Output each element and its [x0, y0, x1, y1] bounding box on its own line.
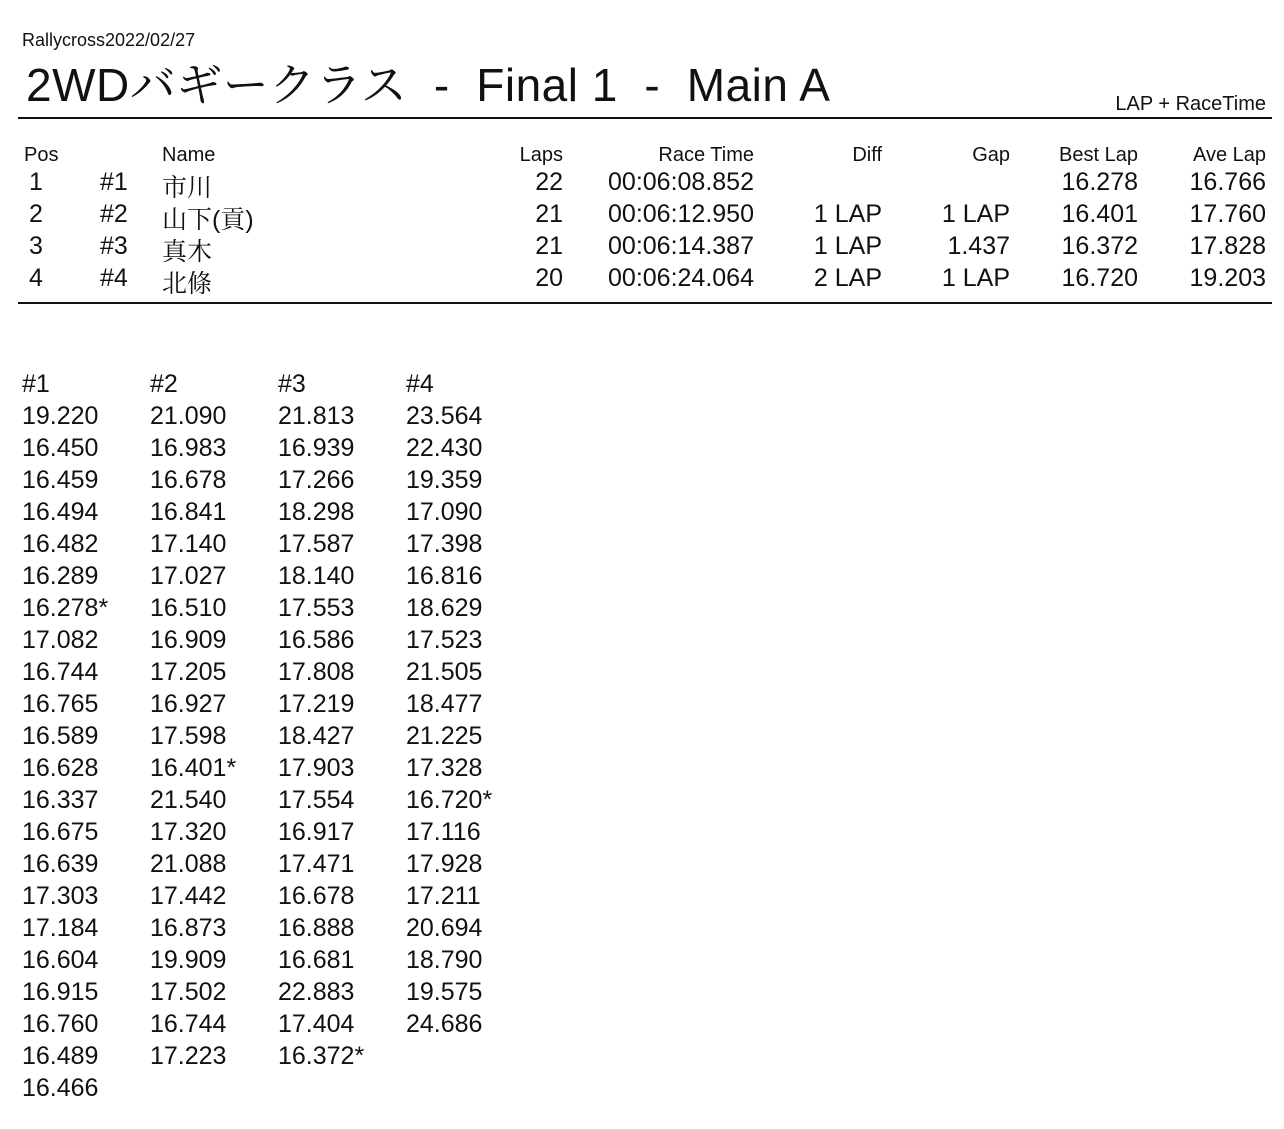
lap-time: 16.675 [22, 818, 99, 846]
result-gap: 1 LAP [941, 200, 1010, 228]
lap-column-car-number: #2 [150, 370, 178, 398]
lap-time: 20.694 [406, 914, 483, 942]
lap-column-car-number: #3 [278, 370, 306, 398]
lap-time: 17.398 [406, 530, 483, 558]
result-best-lap: 16.720 [1061, 264, 1138, 292]
results-table [0, 144, 1284, 296]
lap-time: 17.928 [406, 850, 483, 878]
lap-time: 17.090 [406, 498, 483, 526]
result-driver-name: 市川 [162, 174, 213, 202]
lap-time: 16.765 [22, 690, 99, 718]
lap-time: 19.575 [406, 978, 483, 1006]
lap-time: 21.088 [150, 850, 227, 878]
lap-time: 17.184 [22, 914, 99, 942]
column-header-best-lap: Best Lap [1059, 144, 1138, 166]
result-laps: 20 [535, 264, 563, 292]
lap-time: 17.082 [22, 626, 99, 654]
result-laps: 21 [535, 200, 563, 228]
lap-time: 16.337 [22, 786, 99, 814]
result-ave-lap: 19.203 [1189, 264, 1266, 292]
result-row [0, 200, 1284, 232]
result-pos: 1 [29, 168, 43, 196]
lap-time: 16.915 [22, 978, 99, 1006]
lap-time: 16.744 [22, 658, 99, 686]
result-laps: 22 [535, 168, 563, 196]
column-header-ave-lap: Ave Lap [1192, 144, 1266, 166]
lap-time: 16.983 [150, 434, 227, 462]
lap-time: 17.502 [150, 978, 227, 1006]
lap-time: 16.816 [406, 562, 483, 590]
event-date-line: Rallycross2022/02/27 [22, 30, 196, 50]
result-driver-name: 北條 [162, 270, 213, 298]
result-driver-name: 山下(貢) [162, 206, 254, 234]
lap-time: 17.553 [278, 594, 355, 622]
lap-time: 17.404 [278, 1010, 355, 1038]
lap-time: 21.813 [278, 402, 355, 430]
lap-time: 16.459 [22, 466, 99, 494]
lap-time: 17.219 [278, 690, 355, 718]
lap-time: 19.359 [406, 466, 483, 494]
lap-time: 16.678 [150, 466, 227, 494]
result-car-number: #1 [100, 168, 128, 196]
lap-time: 16.482 [22, 530, 99, 558]
result-pos: 3 [29, 232, 43, 260]
lap-time: 16.917 [278, 818, 355, 846]
result-best-lap: 16.278 [1061, 168, 1138, 196]
lap-time: 21.540 [150, 786, 227, 814]
lap-time: 16.888 [278, 914, 355, 942]
lap-time: 16.744 [150, 1010, 227, 1038]
lap-time: 17.223 [150, 1042, 227, 1070]
lap-time: 17.266 [278, 466, 355, 494]
lap-time: 21.505 [406, 658, 483, 686]
results-header-row [0, 144, 1284, 168]
lap-time: 18.477 [406, 690, 483, 718]
result-best-lap: 16.372 [1061, 232, 1138, 260]
lap-time: 16.589 [22, 722, 99, 750]
lap-time: 21.090 [150, 402, 227, 430]
result-laps: 21 [535, 232, 563, 260]
page-title: 2WDバギークラス - Final 1 - Main A [26, 59, 831, 111]
lap-time: 17.328 [406, 754, 483, 782]
result-best-lap: 16.401 [1061, 200, 1138, 228]
lap-time: 16.678 [278, 882, 355, 910]
result-car-number: #2 [100, 200, 128, 228]
lap-time: 17.554 [278, 786, 355, 814]
lap-time: 16.604 [22, 946, 99, 974]
lap-time: 24.686 [406, 1010, 483, 1038]
lap-times-column [22, 368, 150, 1104]
lap-time: 17.116 [406, 818, 481, 846]
result-diff: 2 LAP [813, 264, 882, 292]
lap-time: 17.598 [150, 722, 227, 750]
lap-time: 17.587 [278, 530, 355, 558]
result-car-number: #3 [100, 232, 128, 260]
lap-time: 19.909 [150, 946, 227, 974]
lap-time: 17.808 [278, 658, 355, 686]
result-row [0, 168, 1284, 200]
lap-time: 17.320 [150, 818, 227, 846]
lap-time: 16.927 [150, 690, 227, 718]
result-ave-lap: 17.828 [1189, 232, 1266, 260]
lap-time: 17.442 [150, 882, 227, 910]
lap-time: 17.903 [278, 754, 355, 782]
lap-time: 16.510 [150, 594, 227, 622]
result-diff: 1 LAP [813, 232, 882, 260]
lap-time: 22.883 [278, 978, 355, 1006]
column-header-gap: Gap [972, 144, 1010, 166]
lap-time: 16.639 [22, 850, 99, 878]
result-gap: 1 LAP [941, 264, 1010, 292]
lap-time: 17.211 [406, 882, 481, 910]
lap-time: 17.523 [406, 626, 483, 654]
lap-time: 22.430 [406, 434, 483, 462]
result-car-number: #4 [100, 264, 128, 292]
lap-time: 18.298 [278, 498, 355, 526]
results-divider [18, 302, 1272, 304]
result-row [0, 264, 1284, 296]
result-driver-name: 真木 [162, 238, 213, 266]
result-race-time: 00:06:08.852 [608, 168, 754, 196]
lap-time: 17.303 [22, 882, 99, 910]
lap-time: 16.841 [150, 498, 227, 526]
lap-time: 16.720* [406, 786, 493, 814]
lap-time: 17.205 [150, 658, 227, 686]
lap-time: 16.289 [22, 562, 99, 590]
lap-time: 21.225 [406, 722, 483, 750]
lap-time: 16.450 [22, 434, 99, 462]
result-pos: 4 [29, 264, 43, 292]
lap-time: 16.909 [150, 626, 227, 654]
result-race-time: 00:06:24.064 [608, 264, 754, 292]
lap-time: 16.466 [22, 1074, 99, 1102]
lap-time: 16.586 [278, 626, 355, 654]
lap-column-car-number: #4 [406, 370, 434, 398]
result-ave-lap: 16.766 [1189, 168, 1266, 196]
format-note: LAP + RaceTime [1115, 93, 1266, 115]
lap-time: 16.873 [150, 914, 227, 942]
lap-time: 18.790 [406, 946, 483, 974]
lap-time: 18.140 [278, 562, 355, 590]
lap-times-column [406, 368, 534, 1104]
lap-time: 17.140 [150, 530, 227, 558]
lap-time: 16.278* [22, 594, 109, 622]
lap-time: 16.401* [150, 754, 237, 782]
lap-column-car-number: #1 [22, 370, 50, 398]
lap-time: 16.628 [22, 754, 99, 782]
result-race-time: 00:06:12.950 [608, 200, 754, 228]
lap-time: 16.681 [278, 946, 355, 974]
result-diff: 1 LAP [813, 200, 882, 228]
result-row [0, 232, 1284, 264]
lap-time: 16.489 [22, 1042, 99, 1070]
lap-times-column [278, 368, 406, 1104]
column-header-race-time: Race Time [658, 144, 754, 166]
column-header-pos: Pos [24, 144, 59, 166]
result-pos: 2 [29, 200, 43, 228]
column-header-laps: Laps [519, 144, 563, 166]
result-ave-lap: 17.760 [1189, 200, 1266, 228]
lap-time: 23.564 [406, 402, 483, 430]
lap-times-table [22, 368, 534, 1104]
lap-time: 18.629 [406, 594, 483, 622]
result-gap: 1.437 [947, 232, 1010, 260]
lap-time: 16.494 [22, 498, 99, 526]
lap-time: 16.760 [22, 1010, 99, 1038]
lap-time: 17.027 [150, 562, 227, 590]
header-divider [18, 117, 1272, 119]
column-header-name: Name [162, 144, 216, 166]
result-race-time: 00:06:14.387 [608, 232, 754, 260]
lap-time: 19.220 [22, 402, 99, 430]
column-header-diff: Diff [852, 144, 882, 166]
lap-times-column [150, 368, 278, 1104]
lap-time: 18.427 [278, 722, 355, 750]
lap-time: 17.471 [278, 850, 355, 878]
lap-time: 16.939 [278, 434, 355, 462]
lap-time: 16.372* [278, 1042, 365, 1070]
